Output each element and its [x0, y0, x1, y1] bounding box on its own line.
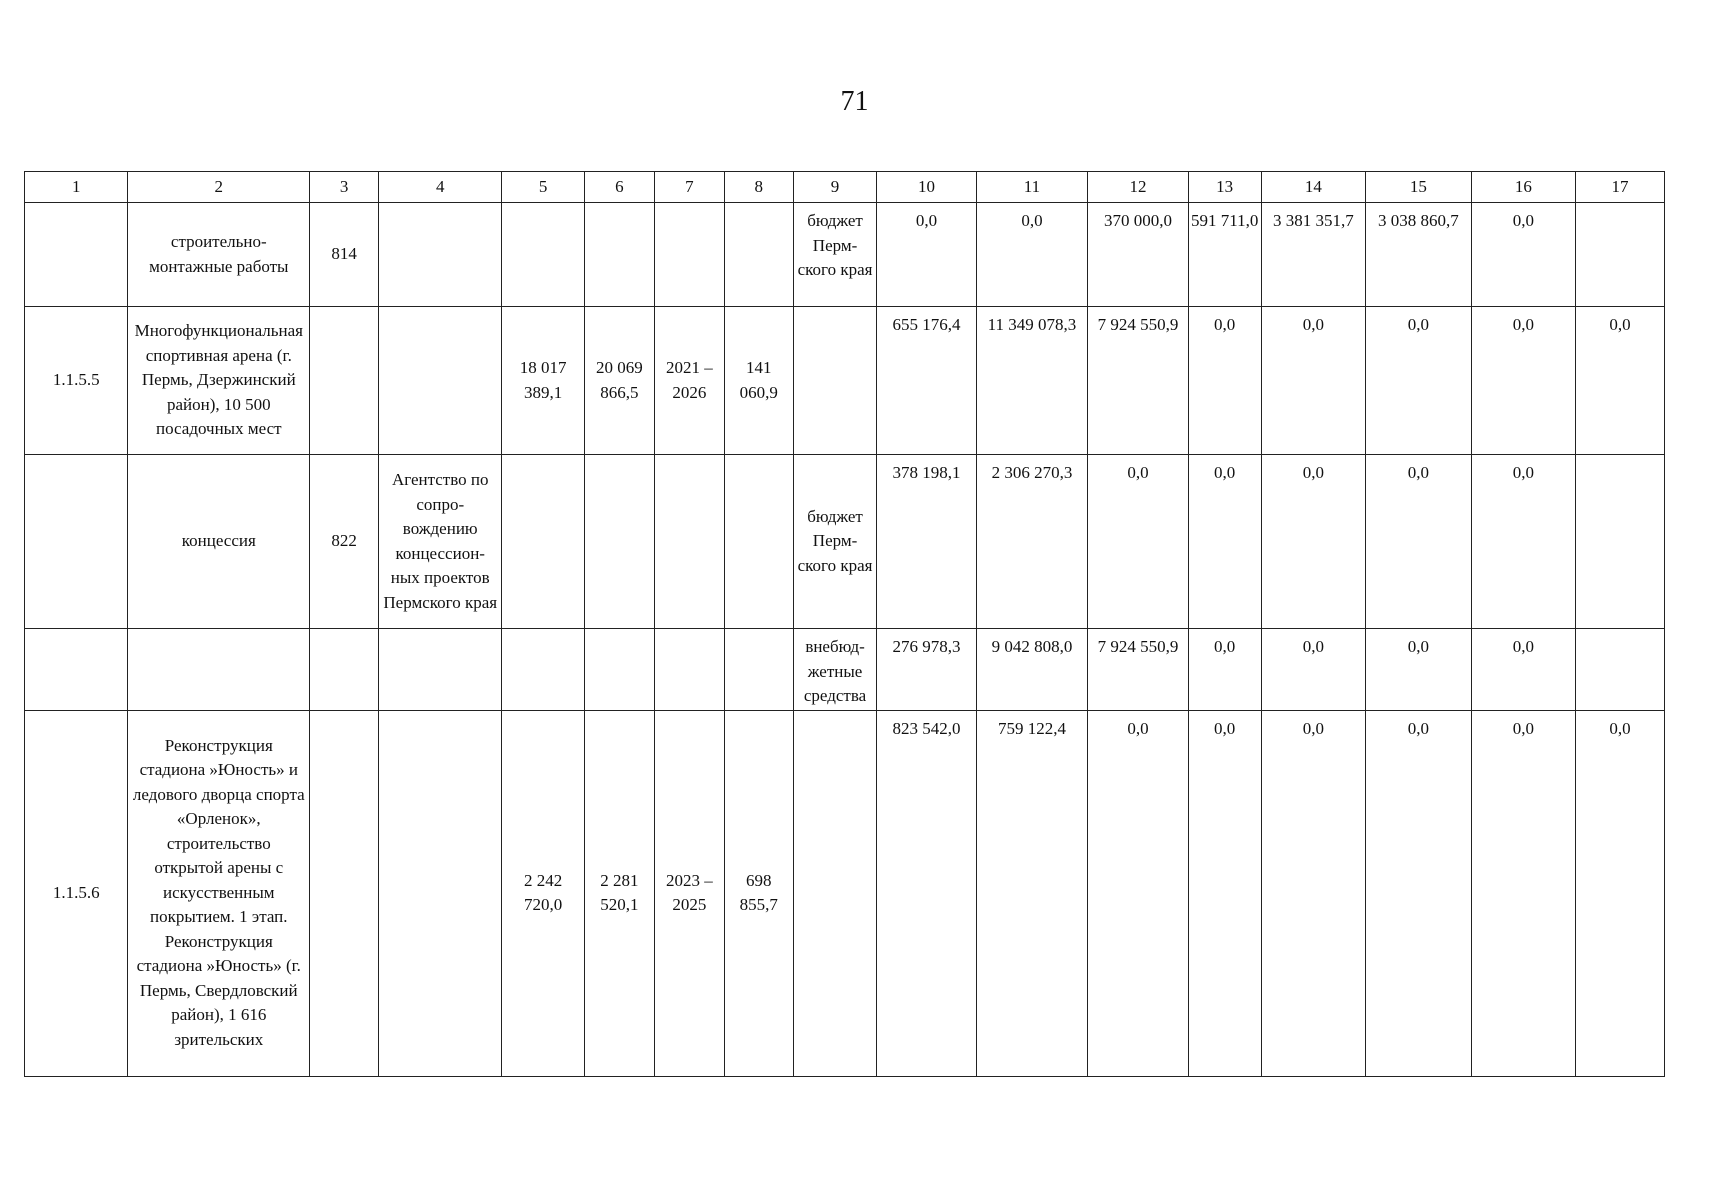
cell-col13: 0,0 — [1188, 629, 1261, 711]
cell-item-number — [25, 203, 128, 307]
column-header: 4 — [379, 172, 502, 203]
column-header: 11 — [976, 172, 1088, 203]
column-header: 13 — [1188, 172, 1261, 203]
cell-col6 — [584, 629, 654, 711]
cell-period: 2021 – 2026 — [654, 307, 724, 455]
cell-code — [310, 629, 379, 711]
column-header: 14 — [1261, 172, 1365, 203]
cell-col10: 823 542,0 — [877, 710, 976, 1076]
cell-item-number: 1.1.5.5 — [25, 307, 128, 455]
column-header: 5 — [502, 172, 585, 203]
column-header: 2 — [128, 172, 310, 203]
cell-col11: 2 306 270,3 — [976, 455, 1088, 629]
cell-col6: 2 281 520,1 — [584, 710, 654, 1076]
cell-responsible — [379, 203, 502, 307]
table-header-row — [25, 172, 1665, 203]
cell-col16: 0,0 — [1471, 629, 1575, 711]
cell-funding-source: бюджет Перм-ского края — [793, 203, 877, 307]
table-row — [25, 203, 1665, 307]
cell-col13: 0,0 — [1188, 455, 1261, 629]
cell-col5 — [502, 203, 585, 307]
column-header: 3 — [310, 172, 379, 203]
cell-col6 — [584, 455, 654, 629]
cell-col5 — [502, 629, 585, 711]
cell-period — [654, 203, 724, 307]
cell-col11: 759 122,4 — [976, 710, 1088, 1076]
cell-funding-source — [793, 710, 877, 1076]
column-header: 12 — [1088, 172, 1188, 203]
cell-col10: 0,0 — [877, 203, 976, 307]
cell-col15: 0,0 — [1366, 629, 1472, 711]
cell-col17 — [1576, 629, 1665, 711]
cell-item-name: Многофункциональная спортивная арена (г. Пермь, Дзержинский район), 10 500 посадочных мест — [128, 307, 310, 455]
cell-col12: 370 000,0 — [1088, 203, 1188, 307]
cell-col14: 0,0 — [1261, 629, 1365, 711]
cell-code: 814 — [310, 203, 379, 307]
column-header: 10 — [877, 172, 976, 203]
cell-funding-source: бюджет Перм-ского края — [793, 455, 877, 629]
cell-col12: 0,0 — [1088, 710, 1188, 1076]
cell-col17 — [1576, 455, 1665, 629]
column-header: 1 — [25, 172, 128, 203]
column-header: 17 — [1576, 172, 1665, 203]
cell-col6: 20 069 866,5 — [584, 307, 654, 455]
cell-period: 2023 – 2025 — [654, 710, 724, 1076]
cell-col16: 0,0 — [1471, 307, 1575, 455]
cell-item-name: Реконструкция стадиона »Юность» и ледового дворца спорта «Орленок», строительство открытой арены с искусственным покрытием. 1 этап. Реконструкция стадиона »Юность» (г. Пермь, Свердловский район), 1 616 зрительских — [128, 710, 310, 1076]
cell-period — [654, 455, 724, 629]
cell-col15: 0,0 — [1366, 455, 1472, 629]
budget-table — [24, 171, 1665, 1077]
column-header: 9 — [793, 172, 877, 203]
cell-col14: 0,0 — [1261, 710, 1365, 1076]
cell-col13: 0,0 — [1188, 307, 1261, 455]
cell-col8 — [724, 629, 793, 711]
cell-item-number: 1.1.5.6 — [25, 710, 128, 1076]
cell-col12: 0,0 — [1088, 455, 1188, 629]
cell-col12: 7 924 550,9 — [1088, 307, 1188, 455]
cell-col12: 7 924 550,9 — [1088, 629, 1188, 711]
cell-col16: 0,0 — [1471, 203, 1575, 307]
cell-period — [654, 629, 724, 711]
cell-item-name: строительно-монтажные работы — [128, 203, 310, 307]
cell-item-name — [128, 629, 310, 711]
cell-col17 — [1576, 203, 1665, 307]
page-number: 71 — [840, 86, 869, 117]
cell-col14: 0,0 — [1261, 455, 1365, 629]
column-header: 16 — [1471, 172, 1575, 203]
cell-code — [310, 307, 379, 455]
column-header: 6 — [584, 172, 654, 203]
column-header: 7 — [654, 172, 724, 203]
cell-col10: 378 198,1 — [877, 455, 976, 629]
cell-col5: 2 242 720,0 — [502, 710, 585, 1076]
cell-col5: 18 017 389,1 — [502, 307, 585, 455]
table-row — [25, 307, 1665, 455]
table-row — [25, 455, 1665, 629]
cell-col8 — [724, 203, 793, 307]
cell-col15: 0,0 — [1366, 710, 1472, 1076]
cell-col8 — [724, 455, 793, 629]
cell-col10: 655 176,4 — [877, 307, 976, 455]
cell-col16: 0,0 — [1471, 455, 1575, 629]
cell-col10: 276 978,3 — [877, 629, 976, 711]
cell-col5 — [502, 455, 585, 629]
column-header: 15 — [1366, 172, 1472, 203]
cell-item-number — [25, 455, 128, 629]
cell-col8: 698 855,7 — [724, 710, 793, 1076]
cell-col15: 0,0 — [1366, 307, 1472, 455]
cell-col16: 0,0 — [1471, 710, 1575, 1076]
cell-code — [310, 710, 379, 1076]
cell-item-name: концессия — [128, 455, 310, 629]
cell-col15: 3 038 860,7 — [1366, 203, 1472, 307]
table-row — [25, 710, 1665, 1076]
column-header: 8 — [724, 172, 793, 203]
cell-item-number — [25, 629, 128, 711]
cell-col13: 0,0 — [1188, 710, 1261, 1076]
cell-col17: 0,0 — [1576, 307, 1665, 455]
cell-col14: 3 381 351,7 — [1261, 203, 1365, 307]
cell-code: 822 — [310, 455, 379, 629]
cell-responsible: Агентство по сопро-вождению концессион-ных проектов Пермского края — [379, 455, 502, 629]
cell-responsible — [379, 710, 502, 1076]
cell-col6 — [584, 203, 654, 307]
cell-col13: 591 711,0 — [1188, 203, 1261, 307]
cell-col11: 11 349 078,3 — [976, 307, 1088, 455]
table-row — [25, 629, 1665, 711]
cell-col8: 141 060,9 — [724, 307, 793, 455]
cell-col14: 0,0 — [1261, 307, 1365, 455]
cell-funding-source: внебюд-жетные средства — [793, 629, 877, 711]
cell-responsible — [379, 629, 502, 711]
cell-funding-source — [793, 307, 877, 455]
cell-col11: 9 042 808,0 — [976, 629, 1088, 711]
cell-responsible — [379, 307, 502, 455]
cell-col11: 0,0 — [976, 203, 1088, 307]
cell-col17: 0,0 — [1576, 710, 1665, 1076]
